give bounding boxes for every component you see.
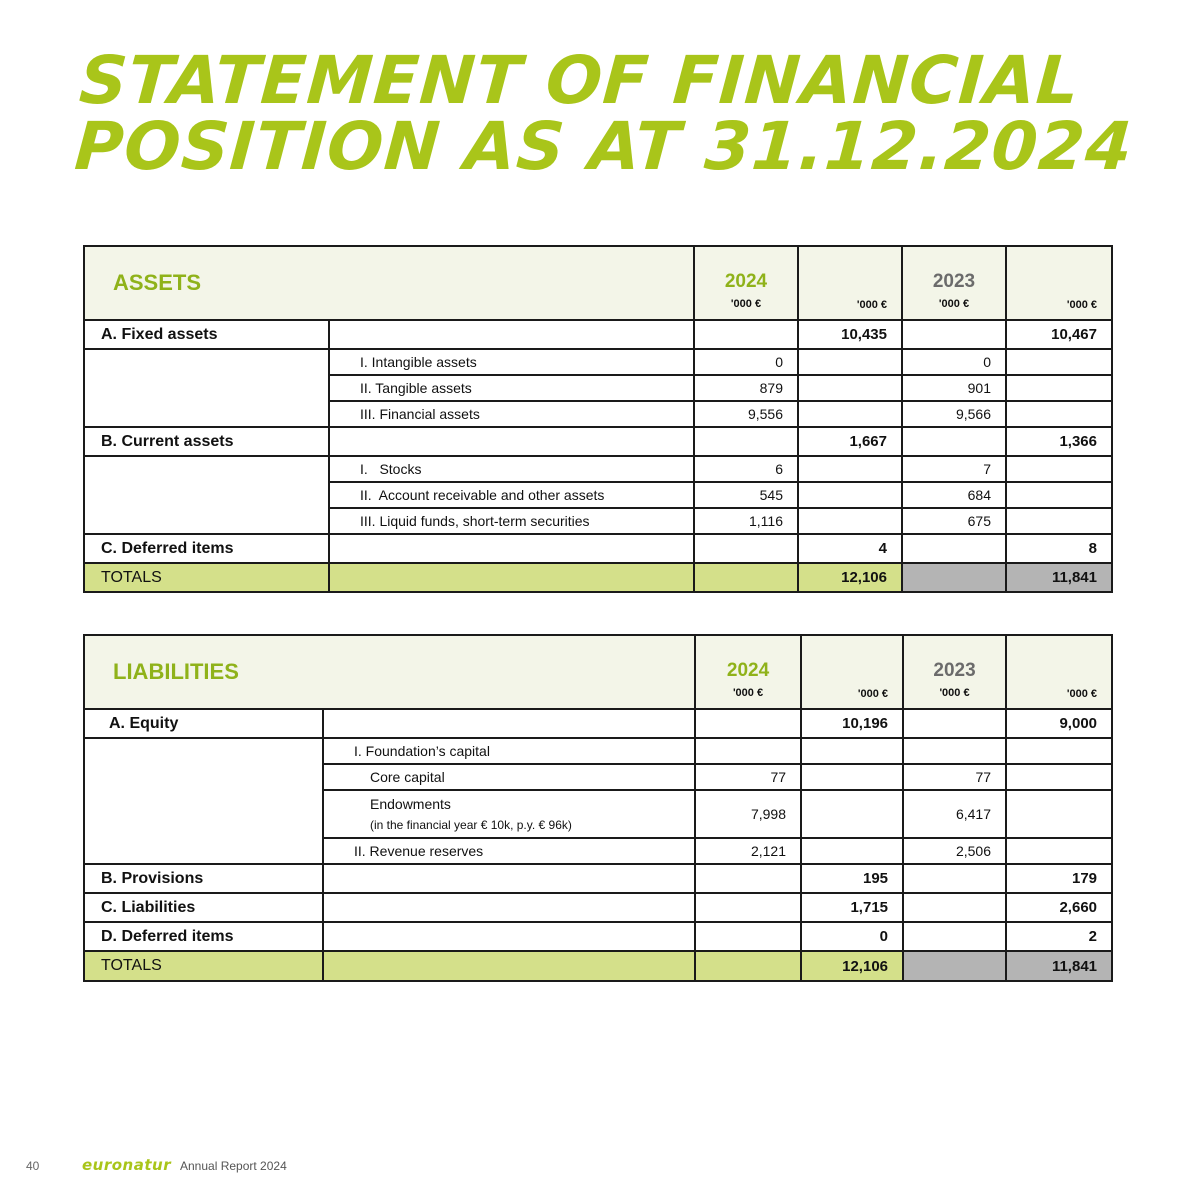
row-value-prior: 2,506	[903, 838, 1006, 864]
row-value-current: 4	[798, 534, 902, 563]
totals-label: TOTALS	[84, 563, 329, 592]
table-row	[84, 320, 1112, 349]
row-value-prior: 10,467	[1006, 320, 1112, 349]
totals-value-prior: 11,841	[1006, 951, 1112, 981]
row-value-prior: 6,417	[903, 790, 1006, 838]
row-label: B. Current assets	[84, 427, 329, 456]
row-value-current: 10,435	[798, 320, 902, 349]
row-value-current: 1,116	[694, 508, 798, 534]
assets-header-row	[84, 246, 1112, 320]
totals-row	[84, 563, 1112, 592]
row-value-current: 545	[694, 482, 798, 508]
table-row	[84, 427, 1112, 456]
row-value-prior: 9,000	[1006, 709, 1112, 738]
row-value-current: 10,196	[801, 709, 903, 738]
assets-year-current: 2024 '000 €	[694, 246, 798, 320]
assets-unit-prior: '000 €	[1006, 246, 1112, 320]
liabilities-table	[83, 634, 1113, 982]
totals-value-prior: 11,841	[1006, 563, 1112, 592]
row-value-current: 9,556	[694, 401, 798, 427]
row-label: B. Provisions	[84, 864, 323, 893]
row-value-prior: 179	[1006, 864, 1112, 893]
page-number: 40	[26, 1159, 40, 1173]
row-value-current: 7,998	[695, 790, 801, 838]
row-value-current: 0	[801, 922, 903, 951]
row-label: D. Deferred items	[84, 922, 323, 951]
table-row	[84, 534, 1112, 563]
report-name: Annual Report 2024	[180, 1159, 287, 1173]
totals-value-current: 12,106	[798, 563, 902, 592]
liabilities-heading: LIABILITIES	[84, 635, 695, 709]
row-value-prior: 0	[902, 349, 1006, 375]
row-label: C. Deferred items	[84, 534, 329, 563]
row-label	[323, 790, 695, 838]
row-label: I. Intangible assets	[329, 349, 694, 375]
row-label: I. Stocks	[329, 456, 694, 482]
row-value-prior: 1,366	[1006, 427, 1112, 456]
row-value-current: 6	[694, 456, 798, 482]
table-row	[84, 456, 1112, 482]
assets-heading: ASSETS	[84, 246, 694, 320]
row-value-prior: 77	[903, 764, 1006, 790]
table-row	[84, 709, 1112, 738]
row-value-prior: 8	[1006, 534, 1112, 563]
row-label: C. Liabilities	[84, 893, 323, 922]
table-row	[84, 349, 1112, 375]
table-row	[84, 922, 1112, 951]
endowments-note: (in the financial year € 10k, p.y. € 96k)	[370, 818, 572, 832]
row-value-prior: 684	[902, 482, 1006, 508]
liabilities-year-current: 2024 '000 €	[695, 635, 801, 709]
assets-year-prior: 2023 '000 €	[902, 246, 1006, 320]
liabilities-unit-current: '000 €	[801, 635, 903, 709]
endowments-label: Endowments	[370, 796, 451, 812]
row-label: II. Revenue reserves	[323, 838, 695, 864]
liabilities-unit-prior: '000 €	[1006, 635, 1112, 709]
row-value-current: 1,667	[798, 427, 902, 456]
row-label: II. Account receivable and other assets	[329, 482, 694, 508]
assets-table	[83, 245, 1113, 593]
row-value-prior: 7	[902, 456, 1006, 482]
row-value-prior: 675	[902, 508, 1006, 534]
table-row	[84, 864, 1112, 893]
row-label: III. Liquid funds, short-term securities	[329, 508, 694, 534]
row-label: II. Tangible assets	[329, 375, 694, 401]
row-value-current: 195	[801, 864, 903, 893]
row-label: Core capital	[323, 764, 695, 790]
assets-unit-current: '000 €	[798, 246, 902, 320]
title-line-2: POSITION AS AT 31.12.2024	[72, 108, 1136, 185]
title-line-1: STATEMENT OF FINANCIAL	[77, 42, 1083, 119]
row-value-current: 2,121	[695, 838, 801, 864]
row-value-prior: 2	[1006, 922, 1112, 951]
row-label: A. Fixed assets	[84, 320, 329, 349]
row-value-current: 77	[695, 764, 801, 790]
brand-logo: euronatur	[82, 1156, 172, 1174]
row-value-current: 0	[694, 349, 798, 375]
page-title	[72, 42, 1140, 185]
liabilities-header-row	[84, 635, 1112, 709]
totals-label: TOTALS	[84, 951, 323, 981]
row-value-prior: 901	[902, 375, 1006, 401]
liabilities-year-prior: 2023 '000 €	[903, 635, 1006, 709]
totals-value-current: 12,106	[801, 951, 903, 981]
row-label: III. Financial assets	[329, 401, 694, 427]
table-row	[84, 738, 1112, 764]
row-value-current: 879	[694, 375, 798, 401]
row-value-prior: 9,566	[902, 401, 1006, 427]
row-value-prior: 2,660	[1006, 893, 1112, 922]
row-label: A. Equity	[84, 709, 323, 738]
totals-row	[84, 951, 1112, 981]
table-row	[84, 893, 1112, 922]
row-value-current: 1,715	[801, 893, 903, 922]
row-label: I. Foundation’s capital	[323, 738, 695, 764]
